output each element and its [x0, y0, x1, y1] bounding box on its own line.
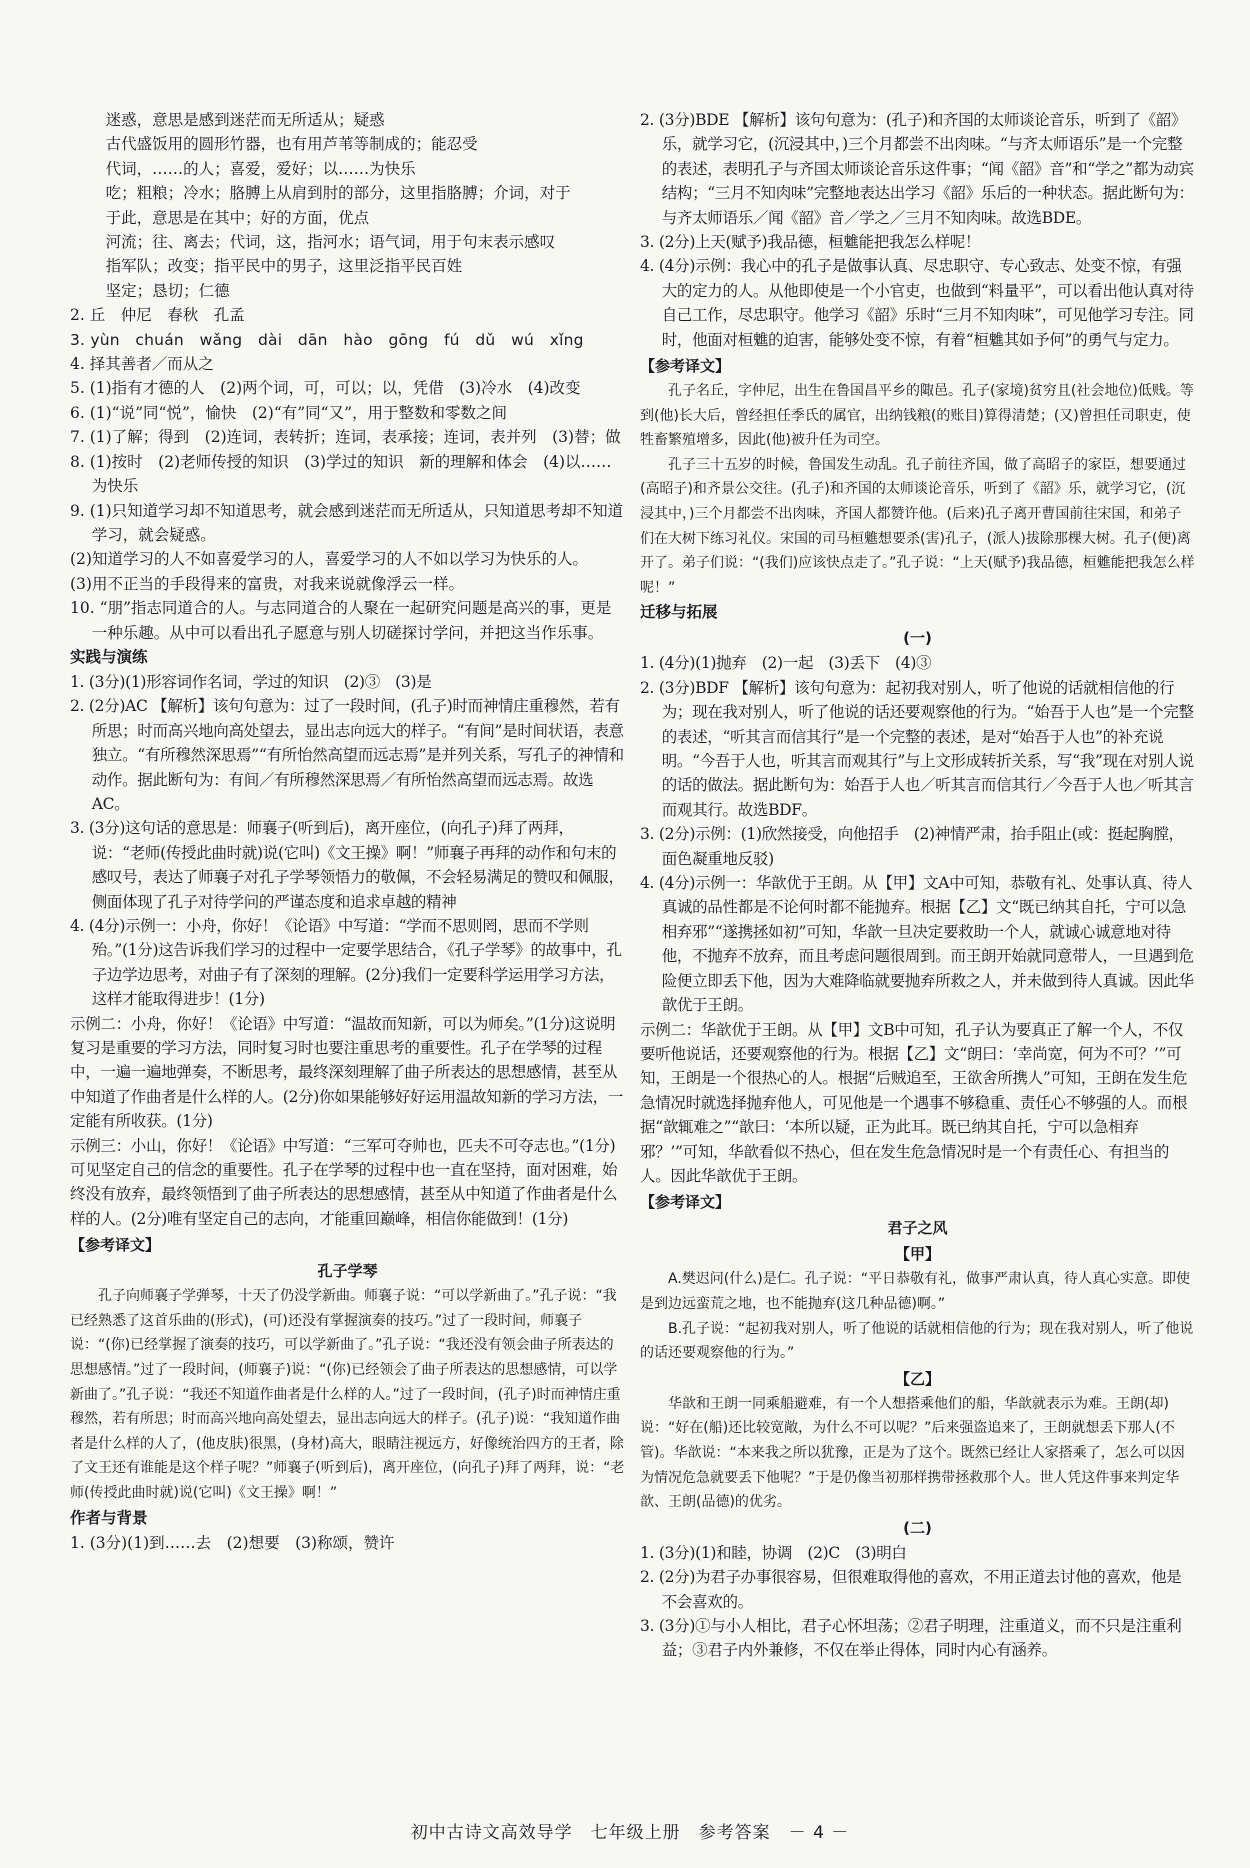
- extension-title: 迁移与拓展: [640, 603, 718, 622]
- answer-10: 10. “朋”指志同道合的人。与志同道合的人聚在一起研究问题是高兴的事，更是一种乐趣。从中可以看出孔子愿意与别人切磋探讨学问，并把这当作乐事。: [70, 599, 612, 642]
- practice-3: 3. (3分)这句话的意思是：师襄子(听到后)，离开座位，(向孔子)拜了两拜，说：“老师(传授此曲时就)说(它叫)《文王操》啊！”师襄子再拜的动作和句末的感叹号，表达了师襄子对孔子学琴领悟力的敬佩，不会轻易满足的赞叹和佩服，侧面体现了孔子对待学问的严谨态度和追求卓越的精神: [70, 819, 624, 911]
- part2-answer-1: 1. (3分)(1)和睦，协调 (2)C (3)明白: [640, 1543, 907, 1562]
- answer-9-3: (3)用不正当的手段得来的富贵，对我来说就像浮云一样。: [70, 574, 464, 593]
- vocab-line: 古代盛饭用的圆形竹器，也有用芦苇等制成的；能忍受: [105, 135, 478, 154]
- story-translation: 孔子向师襄子学弹琴，十天了仍没学新曲。师襄子说：“可以学新曲了。”孔子说：“我已经熟悉了这首乐曲的(形式)，(可)还没有掌握演奏的技巧。”过了一段时间，师襄子说：“(你)已经掌握了演奏的技巧，可以学新曲了。”孔子说：“我还没有领会曲子所表达的思想感情。”过了一段时间，(师襄子)说：“(你)已经领会了曲子所表达的思想感情，可以学新曲了。”孔子说：“我还不知道作曲者是什么样的人。”过了一段时间，(孔子)时而神情庄重穆然，若有所思；时而高兴地向高处望去，显出志向远大的样子。(孔子)说：“我知道作曲者是什么样的人了，(他皮肤)很黑，(身材)高大，眼睛注视远方，好像统治四方的王者，除了文王还有谁能是这个样子呢？”师襄子(听到后)，离开座位，(向孔子)拜了两拜，说：“老师(传授此曲时就)说(它叫)《文王操》啊！”: [70, 1288, 625, 1502]
- vocab-line: 于此，意思是在其中；好的方面，优点: [105, 208, 370, 227]
- author-answer-1: 1. (3分)(1)到……去 (2)想要 (3)称颂，赞许: [70, 1533, 395, 1552]
- part2-answer-3: 3. (3分)①与小人相比，君子心怀坦荡；②君子明理，注重道义，而不只是注重利益；③君子内外兼修，不仅在举止得体，同时内心有涵养。: [640, 1616, 1182, 1660]
- left-column: [70, 108, 625, 1555]
- reference-translation-title: 【参考译文】: [70, 1236, 161, 1255]
- practice-4-example-3: 示例三：小山，你好！《论语》中写道：“三军可夺帅也，匹夫不可夺志也。”(1分)可见坚定自己的信念的重要性。孔子在学琴的过程中也一直在坚持，面对困难，始终没有放弃，最终领悟到了曲子所表达的思想感情，甚至从中知道了作曲者是什么样的人。(2分)唯有坚定自己的志向，才能重回巅峰，相信你能做到！(1分): [70, 1136, 618, 1228]
- page-footer: 初中古诗文高效导学 七年级上册 参考答案 － 4 －: [410, 1823, 850, 1843]
- ext-answer-4-example-1: 4. (4分)示例一：华歆优于王朗。从【甲】文A中可知，恭敬有礼、处事认真、待人真诚的品性都是不论何时都不能抛弃。根据【乙】文“既已纳其自托，宁可以急相弃邪”“遂携拯如初”可知，华歆一旦决定要救助一个人，就诚心诚意地对待他，不抛弃不放弃，而且考虑问题很周到。而王朗开始就同意带人，一旦遇到危险便立即丢下他，因为大难降临就要抛弃所救之人，并未做到待人真诚。因此华歆优于王朗。: [640, 874, 1194, 1015]
- jia-a-text: A.樊迟问(什么)是仁。孔子说：“平日恭敬有礼，做事严肃认真，待人真心实意。即使是到边远蛮荒之地，也不能抛弃(这几种品德)啊。”: [640, 1271, 1190, 1312]
- part-1-heading: (一): [903, 629, 932, 648]
- part2-answer-2: 2. (2分)为君子办事很容易，但很难取得他的喜欢，不用正道去讨他的喜欢，他是不会喜欢的。: [640, 1568, 1182, 1611]
- ext-answer-4-example-2: 示例二：华歆优于王朗。从【甲】文B中可知，孔子认为要真正了解一个人，不仅要听他说话，还要观察他的行为。根据【乙】文“朗曰：‘幸尚宽，何为不可？’”可知，王朗是一个很热心的人。根据“后贼追至，王欲舍所携人”可知，王朗在发生危急情况时就选择抛弃他人，可见他是一个遇事不够稳重、责任心不够强的人。而根据“歆辄难之”“歆曰：‘本所以疑，正为此耳。既已纳其自托，宁可以急相弃邪？’”可知，华歆看似不热心，但在发生危急情况时是一个有责任心、有担当的人。因此华歆优于王朗。: [640, 1020, 1188, 1185]
- jia-heading: 【甲】: [894, 1245, 940, 1264]
- answer-9-1: 9. (1)只知道学习却不知道思考，就会感到迷茫而无所适从，只知道思考却不知道学习，就会疑惑。: [70, 501, 624, 544]
- answer-2: 2. 丘 仲尼 春秋 孔孟: [70, 306, 245, 325]
- answer-r3: 3. (2分)上天(赋予)我品德，桓魋能把我怎么样呢！: [640, 233, 981, 252]
- practice-4-example-2: 示例二：小舟，你好！《论语》中写道：“温故而知新，可以为师矣。”(1分)这说明复习是重要的学习方法，同时复习时也要注重思考的重要性。孔子在学琴的过程中，一遍一遍地弹奏，不断思考，最终深刻理解了曲子所表达的思想感情，甚至从中知道了作曲者是什么样的人。(2分)你如果能够好好运用温故知新的学习方法，一定能有所收获。(1分): [70, 1014, 624, 1131]
- vocab-line: 坚定；恳切；仁德: [105, 281, 230, 300]
- answer-3-pinyin: 3. yùn chuán wǎng dài dān hào gōng fú dǔ wú xǐng: [70, 330, 584, 349]
- ext-answer-1: 1. (4分)(1)抛弃 (2)一起 (3)丢下 (4)③: [640, 654, 932, 673]
- reference-translation-title: 【参考译文】: [640, 1193, 731, 1212]
- vocab-line: 吃；粗粮；冷水；胳膊上从肩到肘的部分，这里指胳膊；介词，对于: [105, 184, 571, 203]
- yi-text: 华歆和王朗一同乘船避难，有一个人想搭乘他们的船，华歆就表示为难。王朗(却)说：“好在(船)还比较宽敞，为什么不可以呢？”后来强盗追来了，王朗就想丢下那人(不管)。华歆说：“本来我之所以犹豫，正是为了这个。既然已经让人家搭乘了，怎么可以因为情况危急就要丢下他呢？”于是仍像当初那样携带拯救那个人。世人凭这件事来判定华歆、王朗(品德)的优劣。: [640, 1395, 1185, 1511]
- answer-r4: 4. (4分)示例：我心中的孔子是做事认真、尽忠职守、专心致志、处变不惊，有强大的定力的人。从他即使是一个小官吏，也做到“料量平”，可以看出他认真对待自己工作，尽忠职守。他学习《韶》乐时“三月不知肉味”，可见他学习专注。同时，他面对桓魋的迫害，能够处变不惊，有着“桓魋其如予何”的勇气与定力。: [640, 257, 1194, 349]
- story2-title: 君子之风: [887, 1219, 948, 1238]
- part-2-heading: (二): [903, 1518, 932, 1537]
- answer-6: 6. (1)“说”同“悦”，愉快 (2)“有”同“又”，用于整数和零数之间: [70, 403, 508, 422]
- answer-r2: 2. (3分)BDE 【解析】该句句意为：(孔子)和齐国的太师谈论音乐，听到了《韶》乐，就学习它，(沉浸其中，)三个月都尝不出肉味。“与齐太师语乐”是一个完整的表述，表明孔子与齐国太师谈论音乐这件事；“闻《韶》音”和“学之”都为动宾结构；“三月不知肉味”完整地表达出学习《韶》乐后的一种状态。据此断句为：与齐太师语乐／闻《韶》音／学之／三月不知肉味。故选BDE。: [640, 111, 1194, 227]
- translation-paragraph: 孔子三十五岁的时候，鲁国发生动乱。孔子前往齐国，做了高昭子的家臣，想要通过(高昭子)和齐景公交往。(孔子)和齐国的太师谈论音乐，听到了《韶》乐，就学习它，(沉浸其中，)三个月都尝不出肉味，齐国人都赞许他。(后来)孔子离开曹国前往宋国，和弟子们在大树下练习礼仪。宋国的司马桓魋想要杀(害)孔子，(派人)拔除那棵大树。孔子(便)离开了。弟子们说：“(我们)应该快点走了。”孔子说：“上天(赋予)我品德，桓魋能把我怎么样呢！”: [640, 456, 1195, 596]
- answer-7: 7. (1)了解；得到 (2)连词，表转折；连词，表承接；连词，表并列 (3)替；做: [70, 428, 621, 447]
- practice-2: 2. (2分)AC 【解析】该句句意为：过了一段时间，(孔子)时而神情庄重穆然，若有所思；时而高兴地向高处望去，显出志向远大的样子。“有间”是时间状语，表意独立。“有所穆然深思焉”“有所怡然高望而远志焉”是并列关系，写孔子的神情和动作。据此断句为：有间／有所穆然深思焉／有所怡然高望而远志焉。故选AC。: [70, 697, 624, 813]
- answer-4: 4. 择其善者／而从之: [70, 355, 214, 374]
- vocab-line: 河流；往、离去；代词，这，指河水；语气词，用于句末表示感叹: [105, 233, 556, 252]
- vocab-list: [70, 108, 625, 303]
- right-column: [640, 108, 1195, 1663]
- ext-answer-3: 3. (2分)示例：(1)欣然接受，向他招手 (2)神情严肃，抬手阻止(或：挺起胸膛，面色凝重地反驳): [640, 825, 1184, 868]
- practice-4-example-1: 4. (4分)示例一：小舟，你好！《论语》中写道：“学而不思则罔，思而不学则殆。”(1分)这告诉我们学习的过程中一定要学思结合，《孔子学琴》的故事中，孔子边学边思考，对曲子有了深刻的理解。(2分)我们一定要科学运用学习方法，这样才能取得进步！(1分): [70, 917, 622, 1009]
- answer-5: 5. (1)指有才德的人 (2)两个词，可，可以；以，凭借 (3)冷水 (4)改变: [70, 379, 581, 398]
- author-background-title: 作者与背景: [70, 1508, 148, 1527]
- vocab-line: 代词，……的人；喜爱，爱好；以……为快乐: [105, 159, 416, 178]
- vocab-line: 迷惑，意思是感到迷茫而无所适从；疑惑: [105, 111, 385, 129]
- practice-title: 实践与演练: [70, 647, 148, 666]
- vocab-line: 指军队；改变；指平民中的男子，这里泛指平民百姓: [105, 257, 463, 276]
- answer-9-2: (2)知道学习的人不如喜爱学习的人，喜爱学习的人不如以学习为快乐的人。: [70, 550, 588, 569]
- translation-paragraph: 孔子名丘，字仲尼，出生在鲁国昌平乡的陬邑。孔子(家境)贫穷且(社会地位)低贱。等到(他)长大后，曾经担任季氏的属官，出纳钱粮(的账目)算得清楚；(又)曾担任司职吏，使牲畜繁殖增多，因此(他)被升任为司空。: [640, 383, 1194, 449]
- ext-answer-2: 2. (3分)BDF 【解析】该句句意为：起初我对别人，听了他说的话就相信他的行为；现在我对别人，听了他说的话还要观察他的行为。“始吾于人也”是一个完整的表述，“听其言而信其行”是一个完整的表述，是对“始吾于人也”的补充说明。“今吾于人也，听其言而观其行”与上文形成转折关系，写“我”现在对别人说的话的做法。据此断句为：始吾于人也／听其言而信其行／今吾于人也／听其言而观其行。故选BDF。: [640, 678, 1194, 819]
- yi-heading: 【乙】: [894, 1369, 940, 1388]
- jia-b-text: B.孔子说：“起初我对别人，听了他说的话就相信他的行为；现在我对别人，听了他说的话还要观察他的行为。”: [640, 1320, 1194, 1362]
- reference-translation-title: 【参考译文】: [640, 357, 731, 376]
- practice-1: 1. (3分)(1)形容词作名词，学过的知识 (2)③ (3)是: [70, 672, 432, 691]
- story-title: 孔子学琴: [317, 1262, 378, 1281]
- answer-8: 8. (1)按时 (2)老师传授的知识 (3)学过的知识 新的理解和体会 (4)以……为快乐: [70, 452, 612, 496]
